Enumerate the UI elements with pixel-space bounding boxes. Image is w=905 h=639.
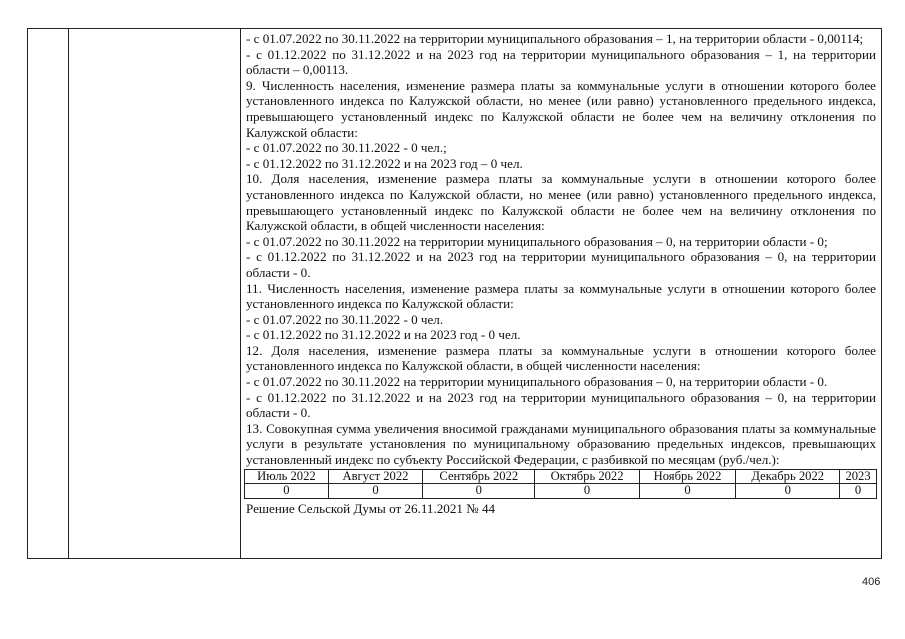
paragraph: - с 01.12.2022 по 31.12.2022 и на 2023 год - 0 чел. [246, 327, 521, 343]
paragraph: 9. Численность населения, изменение размера платы за коммунальные услуги в отношении которого более установленного индекса по Калужской области, но менее (или равно) установленного предельного индекса, превышающего установленный индекс по Калужской области не более чем на величину отклонения по Калужской области: [246, 77, 876, 140]
table-cell: 0 [535, 484, 639, 499]
table-cell: 0 [639, 484, 736, 499]
paragraph: - с 01.07.2022 по 30.11.2022 - 0 чел.; [246, 140, 447, 156]
document-table-frame [27, 28, 882, 559]
table-column-content [246, 31, 876, 516]
paragraph: 12. Доля населения, изменение размера платы за коммунальные услуги в отношении которого более установленного индекса по Калужской области, в общей численности населения: [246, 342, 876, 374]
paragraph: - с 01.12.2022 по 31.12.2022 и на 2023 год на территории муниципального образования – 0, на территории области - 0. [246, 249, 876, 280]
table-cell: 0 [423, 484, 535, 499]
table-cell: 0 [736, 484, 840, 499]
paragraph: 13. Совокупная сумма увеличения вносимой гражданами муниципального образования платы за коммунальные услуги в результате установления по муниципальному образованию предельных индексов, превышающих установленный индекс по субъекту Российской Федерации, с разбивкой по месяцам (руб./чел.): [246, 420, 876, 468]
decision-reference: Решение Сельской Думы от 26.11.2021 № 44 [246, 500, 496, 516]
paragraph: 10. Доля населения, изменение размера платы за коммунальные услуги в отношении которого более установленного индекса по Калужской области, но менее (или равно) установленного предельного индекса, превышающего установленный индекс по Калужской области не более чем на величину отклонения по Калужской области, в общей численности населения: [246, 171, 876, 234]
table-cell: 0 [840, 484, 877, 499]
paragraph: - с 01.12.2022 по 31.12.2022 и на 2023 год – 0 чел. [246, 155, 523, 171]
table-header-cell: Декабрь 2022 [736, 469, 840, 484]
paragraph: - с 01.07.2022 по 30.11.2022 на территории муниципального образования – 0, на территории области - 0. [246, 374, 828, 390]
table-column-number [28, 29, 69, 558]
table-header-cell: Август 2022 [328, 469, 422, 484]
paragraph: - с 01.12.2022 по 31.12.2022 и на 2023 год на территории муниципального образования – 0, на территории области - 0. [246, 389, 876, 421]
page-number: 406 [862, 576, 881, 588]
paragraph: - с 01.12.2022 по 31.12.2022 и на 2023 год на территории муниципального образования – 1, на территории области – 0,00113. [246, 46, 876, 78]
table-header-row [245, 469, 877, 484]
table-header-cell: Октябрь 2022 [535, 469, 639, 484]
paragraph: - с 01.07.2022 по 30.11.2022 на территории муниципального образования – 1, на территории области - 0,00114; [246, 31, 864, 46]
table-cell: 0 [245, 484, 329, 499]
monthly-amount-table [244, 469, 877, 499]
paragraph: 11. Численность населения, изменение размера платы за коммунальные услуги в отношении которого более установленного индекса по Калужской области: [246, 280, 876, 312]
table-header-cell: 2023 [840, 469, 877, 484]
paragraph: - с 01.07.2022 по 30.11.2022 - 0 чел. [246, 311, 444, 327]
table-cell: 0 [328, 484, 422, 499]
paragraph: - с 01.07.2022 по 30.11.2022 на территории муниципального образования – 0, на территории области - 0; [246, 233, 828, 249]
table-header-cell: Июль 2022 [245, 469, 329, 484]
table-header-cell: Ноябрь 2022 [639, 469, 736, 484]
table-column-name [69, 29, 241, 558]
table-header-cell: Сентябрь 2022 [423, 469, 535, 484]
table-row [245, 484, 877, 499]
